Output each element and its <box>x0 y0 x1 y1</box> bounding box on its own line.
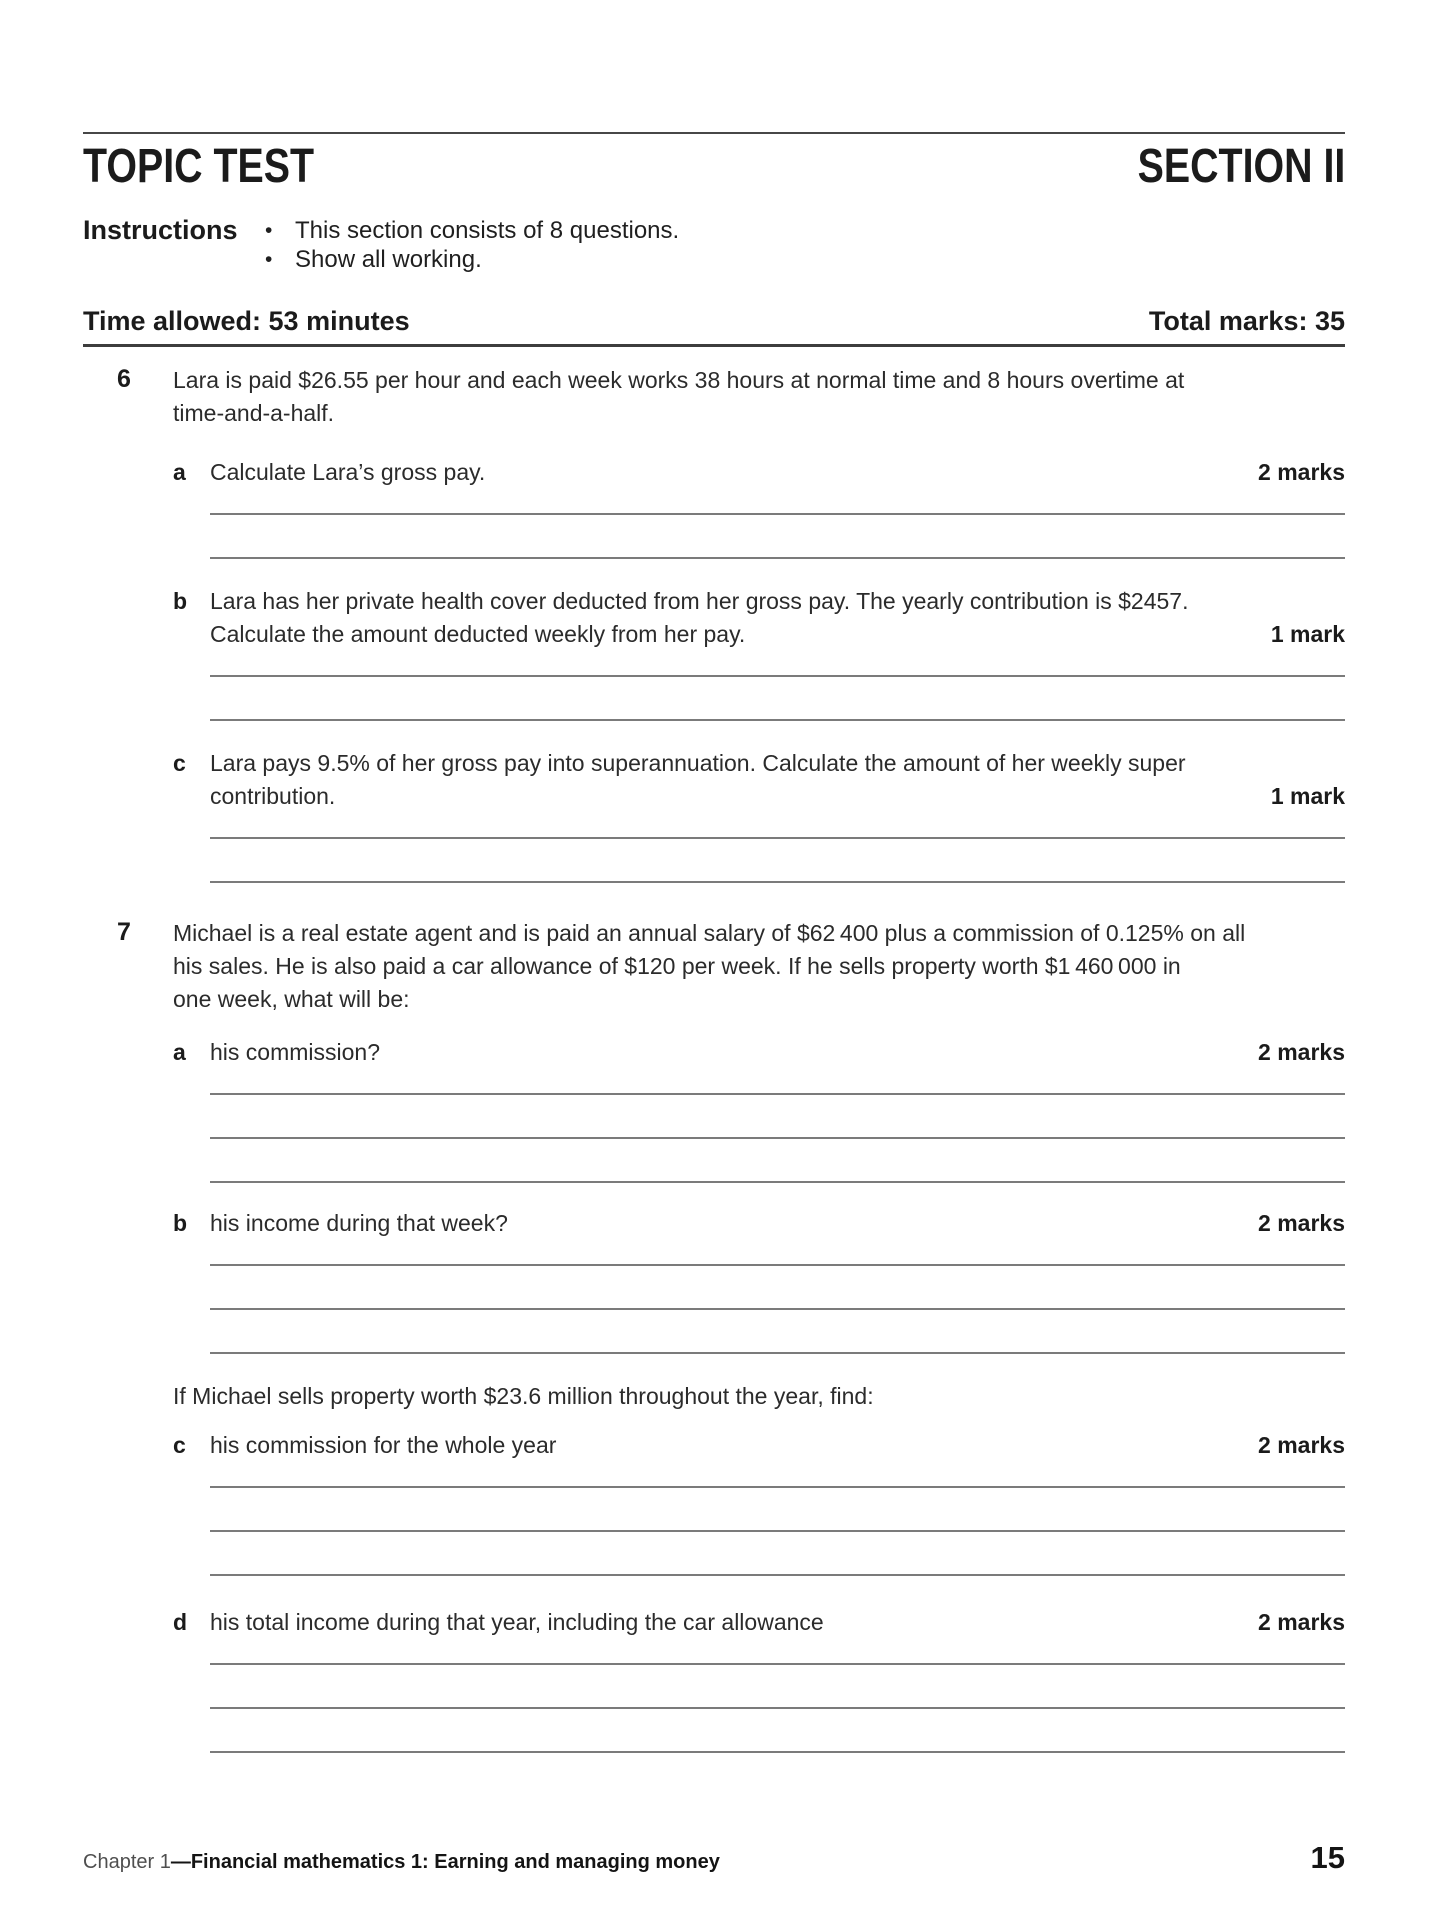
marks-label: 1 mark <box>1270 621 1345 647</box>
part-text: contribution. <box>210 783 336 809</box>
answer-line <box>210 1240 1345 1266</box>
page-title: TOPIC TEST <box>83 140 315 193</box>
meta-divider <box>83 344 1345 347</box>
instruction-item <box>265 216 679 245</box>
part-text-row <box>210 1606 1345 1639</box>
answer-line <box>210 651 1345 677</box>
part-text: his commission for the whole year <box>210 1432 557 1458</box>
page-header <box>83 140 1345 193</box>
bullet-icon: • <box>265 219 273 242</box>
instruction-text: This section consists of 8 questions. <box>295 217 680 244</box>
part-text-row <box>210 618 1345 651</box>
part-label: b <box>173 1210 188 1236</box>
part-content <box>210 747 1345 883</box>
question-6-part-c <box>173 747 1345 883</box>
part-label: b <box>173 588 188 614</box>
part-text: his income during that week? <box>210 1210 508 1236</box>
time-allowed: Time allowed: 53 minutes <box>83 306 410 336</box>
question-number: 7 <box>117 918 131 946</box>
answer-line <box>210 839 1345 883</box>
part-text-row <box>210 1036 1345 1069</box>
marks-label: 2 marks <box>1258 1432 1345 1458</box>
marks-label: 1 mark <box>1270 783 1345 809</box>
part-text-row <box>210 1429 1345 1462</box>
part-label: c <box>173 1432 186 1458</box>
answer-line <box>210 1488 1345 1532</box>
answer-area <box>210 1240 1345 1354</box>
test-meta <box>83 306 1345 336</box>
part-text: Lara pays 9.5% of her gross pay into superannuation. Calculate the amount of her weekly super <box>210 750 1186 776</box>
answer-line <box>210 1665 1345 1709</box>
marks-label: 2 marks <box>1258 1039 1345 1065</box>
chapter-title: —Financial mathematics 1: Earning and managing money <box>170 1851 720 1873</box>
question-7-part-b <box>173 1207 1345 1354</box>
question-7-part-d <box>173 1606 1345 1753</box>
footer-chapter <box>83 1849 720 1875</box>
question-7 <box>83 917 1345 1753</box>
part-text: his commission? <box>210 1039 380 1065</box>
answer-line <box>210 1266 1345 1310</box>
answer-line <box>210 1139 1345 1183</box>
part-label: a <box>173 459 186 485</box>
question-6 <box>83 364 1345 883</box>
question-intro-line: one week, what will be: <box>173 986 410 1012</box>
bullet-icon: • <box>265 248 273 271</box>
answer-line <box>210 677 1345 721</box>
answer-line <box>210 489 1345 515</box>
answer-line <box>210 1095 1345 1139</box>
part-content <box>210 1429 1345 1576</box>
interlude-text: If Michael sells property worth $23.6 million throughout the year, find: <box>173 1383 874 1409</box>
answer-area <box>210 1462 1345 1576</box>
part-text: his total income during that year, including the car allowance <box>210 1609 824 1635</box>
top-divider <box>83 132 1345 134</box>
question-intro-line: Lara is paid $26.55 per hour and each week works 38 hours at normal time and 8 hours overtime at <box>173 367 1185 393</box>
question-number: 6 <box>117 365 131 393</box>
part-content <box>210 585 1345 721</box>
question-body <box>173 364 1345 883</box>
answer-area <box>210 489 1345 559</box>
answer-line <box>210 1532 1345 1576</box>
part-text-row <box>210 780 1345 813</box>
question-intro-line: time-and-a-half. <box>173 400 335 426</box>
marks-label: 2 marks <box>1258 1609 1345 1635</box>
answer-line <box>210 515 1345 559</box>
answer-line <box>210 1069 1345 1095</box>
answer-line <box>210 1310 1345 1354</box>
question-intro <box>173 917 1345 1016</box>
answer-line <box>210 1709 1345 1753</box>
answer-area <box>210 1639 1345 1753</box>
page-footer <box>83 1842 1345 1875</box>
answer-line <box>210 1462 1345 1488</box>
question-intro-line: Michael is a real estate agent and is paid an annual salary of $62 400 plus a commission of 0.125% on all <box>173 920 1246 946</box>
part-label: a <box>173 1039 186 1065</box>
instructions-list <box>265 216 679 274</box>
page-number: 15 <box>1310 1840 1345 1875</box>
instruction-item <box>265 245 679 274</box>
part-label: d <box>173 1609 188 1635</box>
total-marks: Total marks: 35 <box>1148 306 1345 336</box>
part-text: Calculate Lara’s gross pay. <box>210 459 486 485</box>
part-content <box>210 456 1345 559</box>
marks-label: 2 marks <box>1258 1210 1345 1236</box>
part-text-row <box>210 456 1345 489</box>
part-text: Calculate the amount deducted weekly from her pay. <box>210 621 746 647</box>
part-content <box>210 1606 1345 1753</box>
page-content <box>83 0 1345 1753</box>
part-content <box>210 1036 1345 1183</box>
marks-label: 2 marks <box>1258 459 1345 485</box>
answer-line <box>210 1639 1345 1665</box>
instruction-text: Show all working. <box>295 246 482 273</box>
part-text: Lara has her private health cover deducted from her gross pay. The yearly contribution is $2457. <box>210 588 1189 614</box>
question-intro-line: his sales. He is also paid a car allowance of $120 per week. If he sells property worth $1 460 000 in <box>173 953 1181 979</box>
part-label: c <box>173 750 186 776</box>
part-content <box>210 1207 1345 1354</box>
section-heading: SECTION II <box>1137 140 1345 193</box>
question-6-part-a <box>173 456 1345 559</box>
answer-area <box>210 813 1345 883</box>
answer-area <box>210 1069 1345 1183</box>
instructions-label: Instructions <box>83 215 238 245</box>
part-text-row <box>210 1207 1345 1240</box>
question-body <box>173 917 1345 1753</box>
question-intro <box>173 364 1345 430</box>
question-7-part-c <box>173 1429 1345 1576</box>
question-6-part-b <box>173 585 1345 721</box>
chapter-number: Chapter 1 <box>83 1851 171 1873</box>
question-7-part-a <box>173 1036 1345 1183</box>
answer-line <box>210 813 1345 839</box>
answer-area <box>210 651 1345 721</box>
instructions <box>83 216 1345 274</box>
